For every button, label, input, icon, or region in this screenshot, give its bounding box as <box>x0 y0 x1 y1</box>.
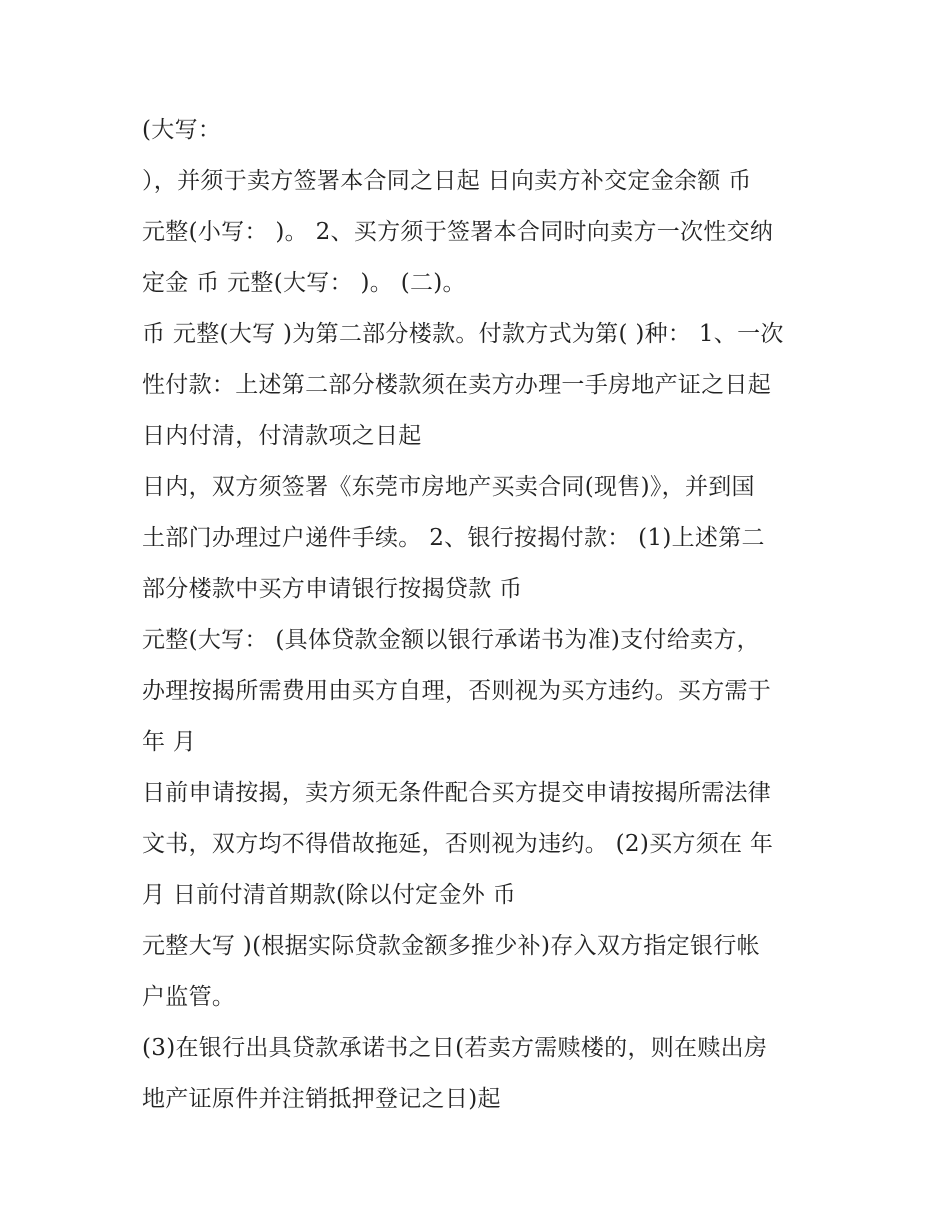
text-line: 性付款：上述第二部分楼款须在卖方办理一手房地产证之日起 <box>142 372 772 398</box>
text-line: (3)在银行出具贷款承诺书之日(若卖方需赎楼的，则在赎出房 <box>142 1035 768 1061</box>
text-line: 户监管。 <box>142 984 236 1010</box>
text-line: 元整大写 )(根据实际贷款金额多推少补)存入双方指定银行帐 <box>142 933 760 959</box>
text-line: 日内付清，付清款项之日起 <box>142 423 422 449</box>
text-line: 办理按揭所需费用由买方自理，否则视为买方违约。买方需于 <box>142 678 772 704</box>
text-line: (大写： <box>142 117 222 143</box>
text-line: 地产证原件并注销抵押登记之日)起 <box>142 1086 501 1112</box>
text-line: 元整(大写： (具体贷款金额以银行承诺书为准)支付给卖方， <box>142 627 760 653</box>
text-line: 日前申请按揭，卖方须无条件配合买方提交申请按揭所需法律 <box>142 780 772 806</box>
text-line: 土部门办理过户递件手续。 2、银行按揭付款： (1)上述第二 <box>142 525 765 551</box>
text-line: 文书，双方均不得借故拖延，否则视为违约。 (2)买方须在 年 <box>142 831 774 857</box>
text-line: 年 月 <box>142 729 197 755</box>
text-line: 定金 币 元整(大写： )。 (二)。 <box>142 270 466 296</box>
text-line: 部分楼款中买方申请银行按揭贷款 币 <box>142 576 523 602</box>
text-line: 币 元整(大写 )为第二部分楼款。付款方式为第( )种： 1、一次 <box>142 321 784 347</box>
text-line: 元整(小写： )。 2、买方须于签署本合同时向卖方一次性交纳 <box>142 219 774 245</box>
text-line: ），并须于卖方签署本合同之日起 日向卖方补交定金余额 币 <box>142 168 752 194</box>
text-line: 月 日前付清首期款(除以付定金外 币 <box>142 882 516 908</box>
text-line: 日内，双方须签署《东莞市房地产买卖合同(现售)》，并到国 <box>142 474 755 500</box>
